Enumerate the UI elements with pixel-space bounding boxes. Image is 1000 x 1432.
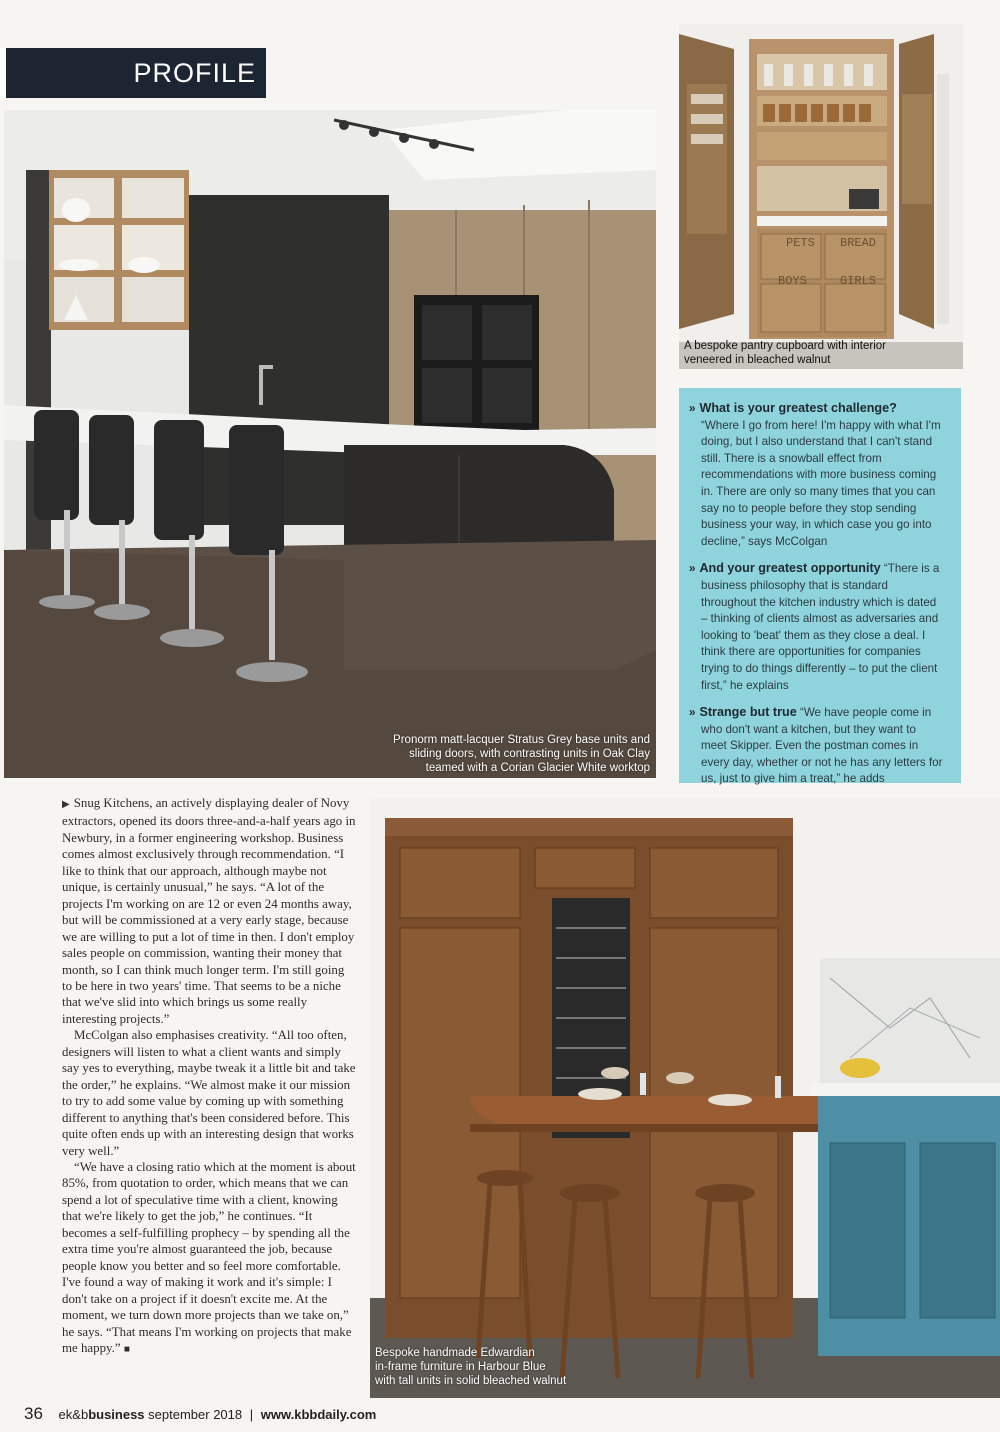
walnut-kitchen-photo xyxy=(370,798,1000,1398)
caption-line: in-frame furniture in Harbour Blue xyxy=(375,1361,546,1373)
qa-item xyxy=(689,400,943,550)
chevron-right-icon: » xyxy=(689,706,696,720)
qa-item xyxy=(689,704,943,788)
body-paragraph xyxy=(62,795,357,1027)
paragraph-text: McColgan also emphasises creativity. “All too often, designers will listen to what a client wants and simply say yes to everything, maybe tweak it a little bit and take the order,” he explains. “We almost make it our mission to try to add some value by coming up with something different to anything that's been considered before. This quite often ends up with an interesting design that works very well.” xyxy=(62,1028,356,1158)
website-link[interactable]: www.kbbdaily.com xyxy=(260,1407,377,1422)
pantry-drawer-label: GIRLS xyxy=(840,274,877,288)
qa-answer: “Where I go from here! I'm happy with what I'm doing, but I also understand that I can't stand still. There is a snowball effect from recommendations with more business coming in. There are only so many times that you can say no to people before they stop sending business your way, in which case you go into decline,” says McColgan xyxy=(701,418,941,548)
magazine-brand xyxy=(59,1407,145,1422)
walnut-photo-caption xyxy=(375,1346,635,1388)
qa-question: And your greatest opportunity xyxy=(699,561,881,576)
pantry-drawer-label: BREAD xyxy=(840,236,877,250)
chevron-right-icon: » xyxy=(689,562,696,576)
pantry-photo xyxy=(679,24,963,369)
qa-item xyxy=(689,560,943,694)
main-photo-caption xyxy=(330,733,650,775)
chevron-right-icon: » xyxy=(689,402,696,415)
page-footer xyxy=(24,1404,424,1426)
main-kitchen-photo xyxy=(4,110,656,778)
caption-line: veneered in bleached walnut xyxy=(684,354,831,366)
qa-sidebar xyxy=(679,388,961,786)
brand-bold: business xyxy=(88,1407,145,1422)
footer-separator: | xyxy=(249,1407,254,1422)
qa-answer: “There is a business philosophy that is standard throughout the kitchen industry which is dated – thinking of clients almost as adversaries and looking to 'beat' them as they close a deal. I think there are opportunities for companies trying to do things differently – to put the client first,” he explains xyxy=(701,562,940,692)
triangle-right-icon: ▶ xyxy=(62,799,70,810)
page-number: 36 xyxy=(24,1404,43,1423)
caption-line: teamed with a Corian Glacier White worktop xyxy=(425,762,650,774)
brand-prefix: ek&b xyxy=(58,1407,89,1422)
end-mark-icon: ■ xyxy=(123,1343,130,1355)
caption-line: Bespoke handmade Edwardian xyxy=(375,1347,535,1359)
caption-line: Pronorm matt-lacquer Stratus Grey base units and xyxy=(393,734,650,746)
qa-question: Strange but true xyxy=(699,705,797,720)
section-label: PROFILE xyxy=(133,58,256,88)
body-paragraph xyxy=(62,1159,357,1358)
qa-question: What is your greatest challenge? xyxy=(699,401,897,415)
issue-date: september 2018 xyxy=(148,1407,243,1422)
article-body xyxy=(62,795,357,1358)
caption-line: sliding doors, with contrasting units in Oak Clay xyxy=(409,748,650,760)
pantry-drawer-label: PETS xyxy=(786,236,815,250)
paragraph-text: “We have a closing ratio which at the moment is about 85%, from quotation to order, which means that we can spend a lot of speculative time with a client, knowing that we're likely to get the job,” he continues. “It becomes a self-fulfilling prophecy – by spending all the extra time you're almost guaranteed the job, because people know you better and so feel more comfortable. I've found a way of making it work and it's simple: I don't take on a project if it doesn't excite me. At the moment, we turn down more projects than we take on,” he says. “That means I'm working on projects that make me happy.” xyxy=(62,1159,356,1355)
body-paragraph xyxy=(62,1027,357,1159)
pantry-caption xyxy=(684,339,954,367)
pantry-drawer-label: BOYS xyxy=(778,274,807,288)
qa-answer: “We have people come in who don't want a kitchen, but they want to meet Skipper. Even the postman comes in every day, whether or not he has any letters for us, just to give him a treat,” he adds xyxy=(701,706,943,786)
caption-line: A bespoke pantry cupboard with interior xyxy=(684,340,887,352)
caption-line: with tall units in solid bleached walnut xyxy=(375,1375,567,1387)
paragraph-text: Snug Kitchens, an actively displaying dealer of Novy extractors, opened its doors three-and-a-half years ago in Newbury, in a former engineering workshop. Business comes almost exclusively through recommendation. “I like to think that our approach, although maybe not unique, is certainly unusual,” he says. “A lot of the projects I'm working on are 12 or even 24 months away, but will be commissioned at a very early stage, because we are willing to put a lot of time in then. I don't employ sales people on commission, wanting their money that month, so I can think much longer term. I'm still going to be here in two years' time. That seems to be a niche that we've slid into which brings us some really interesting projects.” xyxy=(62,796,356,1026)
